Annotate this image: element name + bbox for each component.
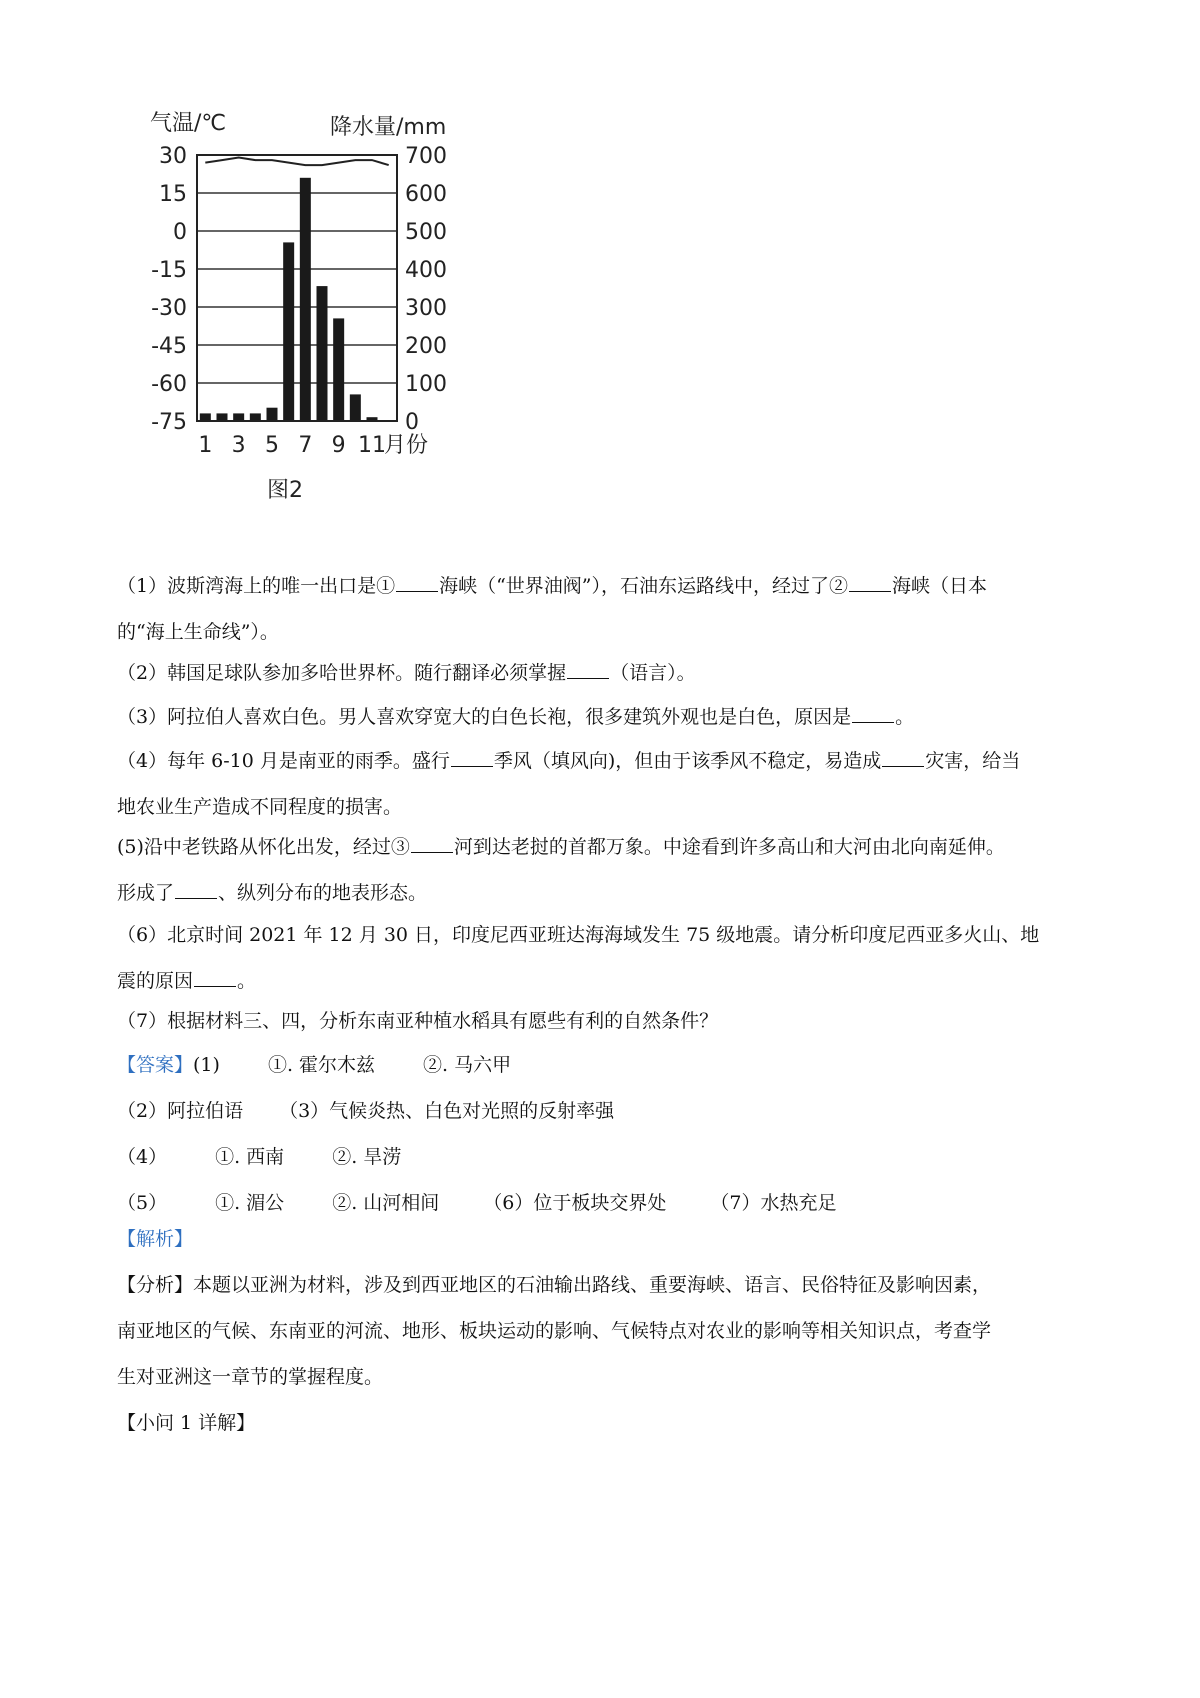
x-tick-label: 3 [231, 433, 246, 458]
answer-blank [849, 574, 891, 592]
precip-bar [267, 408, 278, 421]
precip-bar [283, 242, 294, 421]
climate-chart [140, 105, 500, 505]
left-tick-label: 30 [159, 144, 187, 169]
temperature-line [205, 158, 388, 166]
left-tick-label: -75 [151, 410, 187, 435]
x-axis-unit-label: 月份 [384, 433, 429, 458]
question-6: （6）北京时间 2021 年 12 月 30 日，印度尼西亚班达海海域发生 75 级地震。请分析印度尼西亚多火山、地 震的原因 。 [117, 924, 1040, 992]
x-tick-label: 9 [331, 433, 346, 458]
precip-bar [350, 394, 361, 421]
precip-bar [300, 178, 311, 421]
question-5: (5)沿中老铁路从怀化出发，经过③ 河到达老挝的首都万象。中途看到许多高山和大河由北向南延伸。 形成了 、纵列分布的地表形态。 [117, 836, 1005, 904]
question-1: （1）波斯湾海上的唯一出口是① 海峡（“世界油阀”），石油东运路线中，经过了② 海峡（日本 的“海上生命线”）。 [117, 575, 988, 643]
left-tick-label: 0 [173, 220, 187, 245]
sub-question-heading: 【小问 1 详解】 [117, 1412, 256, 1434]
answer-blank [175, 881, 217, 899]
precip-bar [200, 413, 211, 421]
right-tick-label: 300 [405, 296, 447, 321]
x-tick-label: 5 [265, 433, 279, 458]
answer-blank [852, 705, 894, 723]
right-tick-label: 600 [405, 182, 447, 207]
precip-bar [217, 413, 228, 421]
precip-bar [317, 286, 328, 421]
question-2: （2）韩国足球队参加多哈世界杯。随行翻译必须掌握 （语言）。 [117, 662, 696, 684]
left-tick-label: 15 [159, 182, 187, 207]
right-tick-label: 100 [405, 372, 447, 397]
precipitation-bars [200, 178, 378, 421]
right-tick-label: 400 [405, 258, 447, 283]
left-tick-label: -30 [151, 296, 187, 321]
answer-blank [411, 835, 453, 853]
analysis-block: 【解析】 【分析】本题以亚洲为材料，涉及到西亚地区的石油输出路线、重要海峡、语言、民俗特征及影响因素， 南亚地区的气候、东南亚的河流、地形、板块运动的影响、气候特点对农业的影响等相关知识点，考查学 生对亚洲这一章节的掌握程度。 【小问 1 详解】 [117, 1216, 1083, 1446]
right-tick-label: 700 [405, 144, 447, 169]
answer-tag: 【答案】 [117, 1054, 194, 1076]
answer-blank [451, 749, 493, 767]
answer-block: 【答案】(1) ①. 霍尔木兹 ②. 马六甲 （2）阿拉伯语 （3）气候炎热、白色对光照的反射率强 （4） ①. 西南 ②. 旱涝 （5） ①. 湄公 ②. 山河相间 （6）位于板块交界处 （7）水热充足 [117, 1054, 837, 1214]
analysis-tag: 【解析】 [117, 1228, 194, 1250]
right-tick-label: 500 [405, 220, 447, 245]
answer-blank [567, 661, 609, 679]
answer-blank [194, 969, 236, 987]
chart-caption: 图2 [267, 478, 303, 503]
left-tick-label: -15 [151, 258, 187, 283]
answer-blank [396, 574, 438, 592]
precip-bar [250, 413, 261, 421]
left-axis-ticks [151, 144, 187, 435]
right-tick-label: 0 [405, 410, 419, 435]
precip-bar [333, 318, 344, 421]
question-7: （7）根据材料三、四，分析东南亚种植水稻具有愿些有利的自然条件？ [117, 1010, 719, 1032]
x-tick-label: 7 [298, 433, 313, 458]
right-axis-label: 降水量/mm [330, 115, 447, 140]
chart-frame [197, 155, 397, 421]
question-4: （4）每年 6-10 月是南亚的雨季。盛行 季风（填风向)，但由于该季风不稳定，易造成 灾害，给当 地农业生产造成不同程度的损害。 [117, 750, 1021, 818]
x-tick-label: 11 [358, 433, 386, 458]
left-axis-label: 气温/℃ [150, 111, 227, 136]
right-tick-label: 200 [405, 334, 447, 359]
answer-blank [882, 749, 924, 767]
question-3: （3）阿拉伯人喜欢白色。男人喜欢穿宽大的白色长袍，很多建筑外观也是白色，原因是 。 [117, 706, 915, 728]
x-axis-ticks [198, 433, 386, 458]
chart-gridlines [197, 193, 397, 383]
left-tick-label: -60 [151, 372, 187, 397]
x-tick-label: 1 [198, 433, 213, 458]
right-axis-ticks [405, 144, 447, 435]
precip-bar [233, 413, 244, 421]
left-tick-label: -45 [151, 334, 187, 359]
